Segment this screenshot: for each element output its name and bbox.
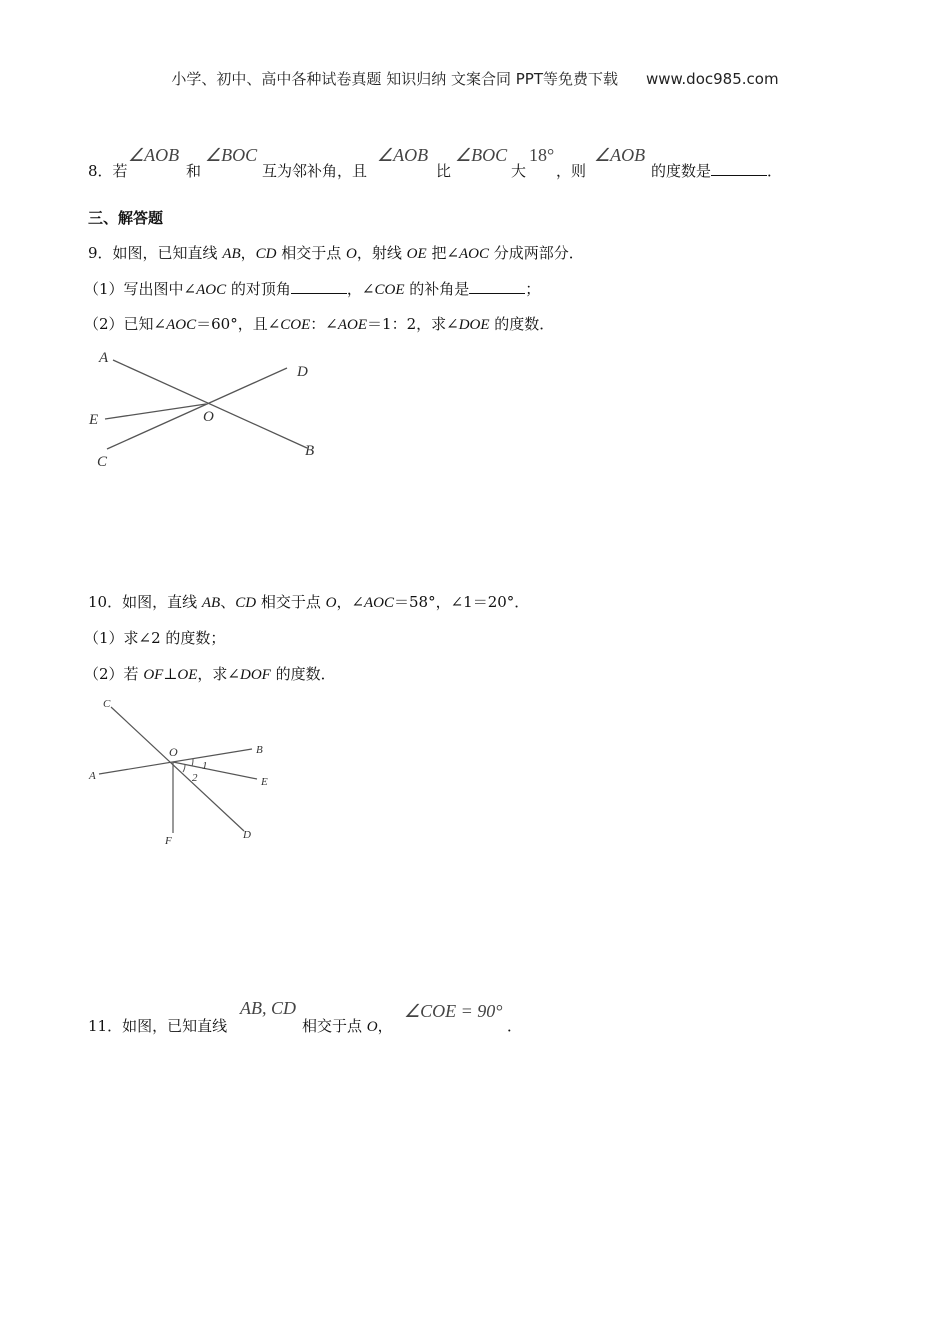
q11-end: ．	[507, 1017, 523, 1035]
q10-stem: 10．如图，直线 AB、CD 相交于点 O，∠AOC＝58°，∠1＝20°．	[88, 593, 530, 611]
label-e: E	[89, 412, 99, 428]
q8-answer-blank[interactable]	[711, 161, 767, 176]
label-d: D	[243, 829, 251, 841]
section-heading: 三、解答题	[88, 209, 164, 227]
q9-blank-2[interactable]	[469, 279, 525, 294]
label-a: A	[99, 350, 109, 366]
q8-text-3: 的度数是 ．	[651, 162, 783, 180]
line-cd	[107, 368, 287, 449]
label-b: B	[305, 443, 315, 459]
label-o: O	[203, 409, 214, 425]
q11-math-ab-cd: AB, CD	[240, 998, 296, 1018]
angle-1-arc	[192, 759, 193, 766]
q8-math-boc-2: ∠BOC	[455, 145, 508, 165]
q8-math-aob: ∠AOB	[128, 145, 180, 165]
label-c: C	[97, 454, 108, 470]
label-f: F	[165, 835, 172, 847]
label-e: E	[261, 776, 268, 788]
q8-math-aob-3: ∠AOB	[594, 145, 646, 165]
q9-blank-1[interactable]	[291, 279, 347, 294]
q8-number: 8．若	[88, 162, 128, 180]
q9-figure	[85, 345, 325, 470]
q8-text-than: 比	[436, 162, 452, 180]
angle-2-arc	[183, 765, 185, 772]
q8-math-aob-2: ∠AOB	[377, 145, 429, 165]
q10-part-1: （1）求∠2 的度数；	[84, 629, 226, 647]
page-header	[0, 68, 950, 89]
q9-stem: 9．如图，已知直线 AB，CD 相交于点 O，射线 OE 把∠AOC 分成两部分．	[88, 244, 584, 262]
label-angle-1: 1	[202, 760, 208, 772]
label-a: A	[89, 770, 96, 782]
q9-part-1: （1）写出图中∠AOC 的对顶角 ，∠COE 的补角是 ；	[84, 280, 541, 298]
q11-text-1: 相交于点 O，	[302, 1017, 393, 1035]
q10-part-2: （2）若 OF⊥OE，求∠DOF 的度数．	[84, 665, 336, 683]
q8-math-boc: ∠BOC	[205, 145, 258, 165]
label-angle-2: 2	[192, 772, 198, 784]
label-d: D	[297, 364, 308, 380]
label-o: O	[169, 745, 178, 759]
q11-math-coe: ∠COE = 90°	[404, 1001, 503, 1021]
q8-text-big: 大	[511, 162, 527, 180]
q8-math-18: 18°	[529, 145, 555, 165]
q10-figure	[85, 693, 285, 853]
q11-number: 11．如图，已知直线	[88, 1017, 228, 1035]
q8-text-and: 和	[186, 162, 202, 180]
q9-part-2: （2）已知∠AOC＝60°，且∠COE：∠AOE＝1：2，求∠DOE 的度数．	[84, 315, 555, 333]
q8-text-1: 互为邻补角，且	[262, 162, 368, 180]
header-url[interactable]: www.doc985.com	[645, 70, 779, 88]
label-c: C	[103, 698, 111, 710]
header-text: 小学、初中、高中各种试卷真题 知识归纳 文案合同 PPT等免费下载	[171, 70, 618, 88]
q8-text-2: ，则	[556, 162, 587, 180]
label-b: B	[256, 744, 263, 756]
line-ab	[113, 360, 307, 448]
